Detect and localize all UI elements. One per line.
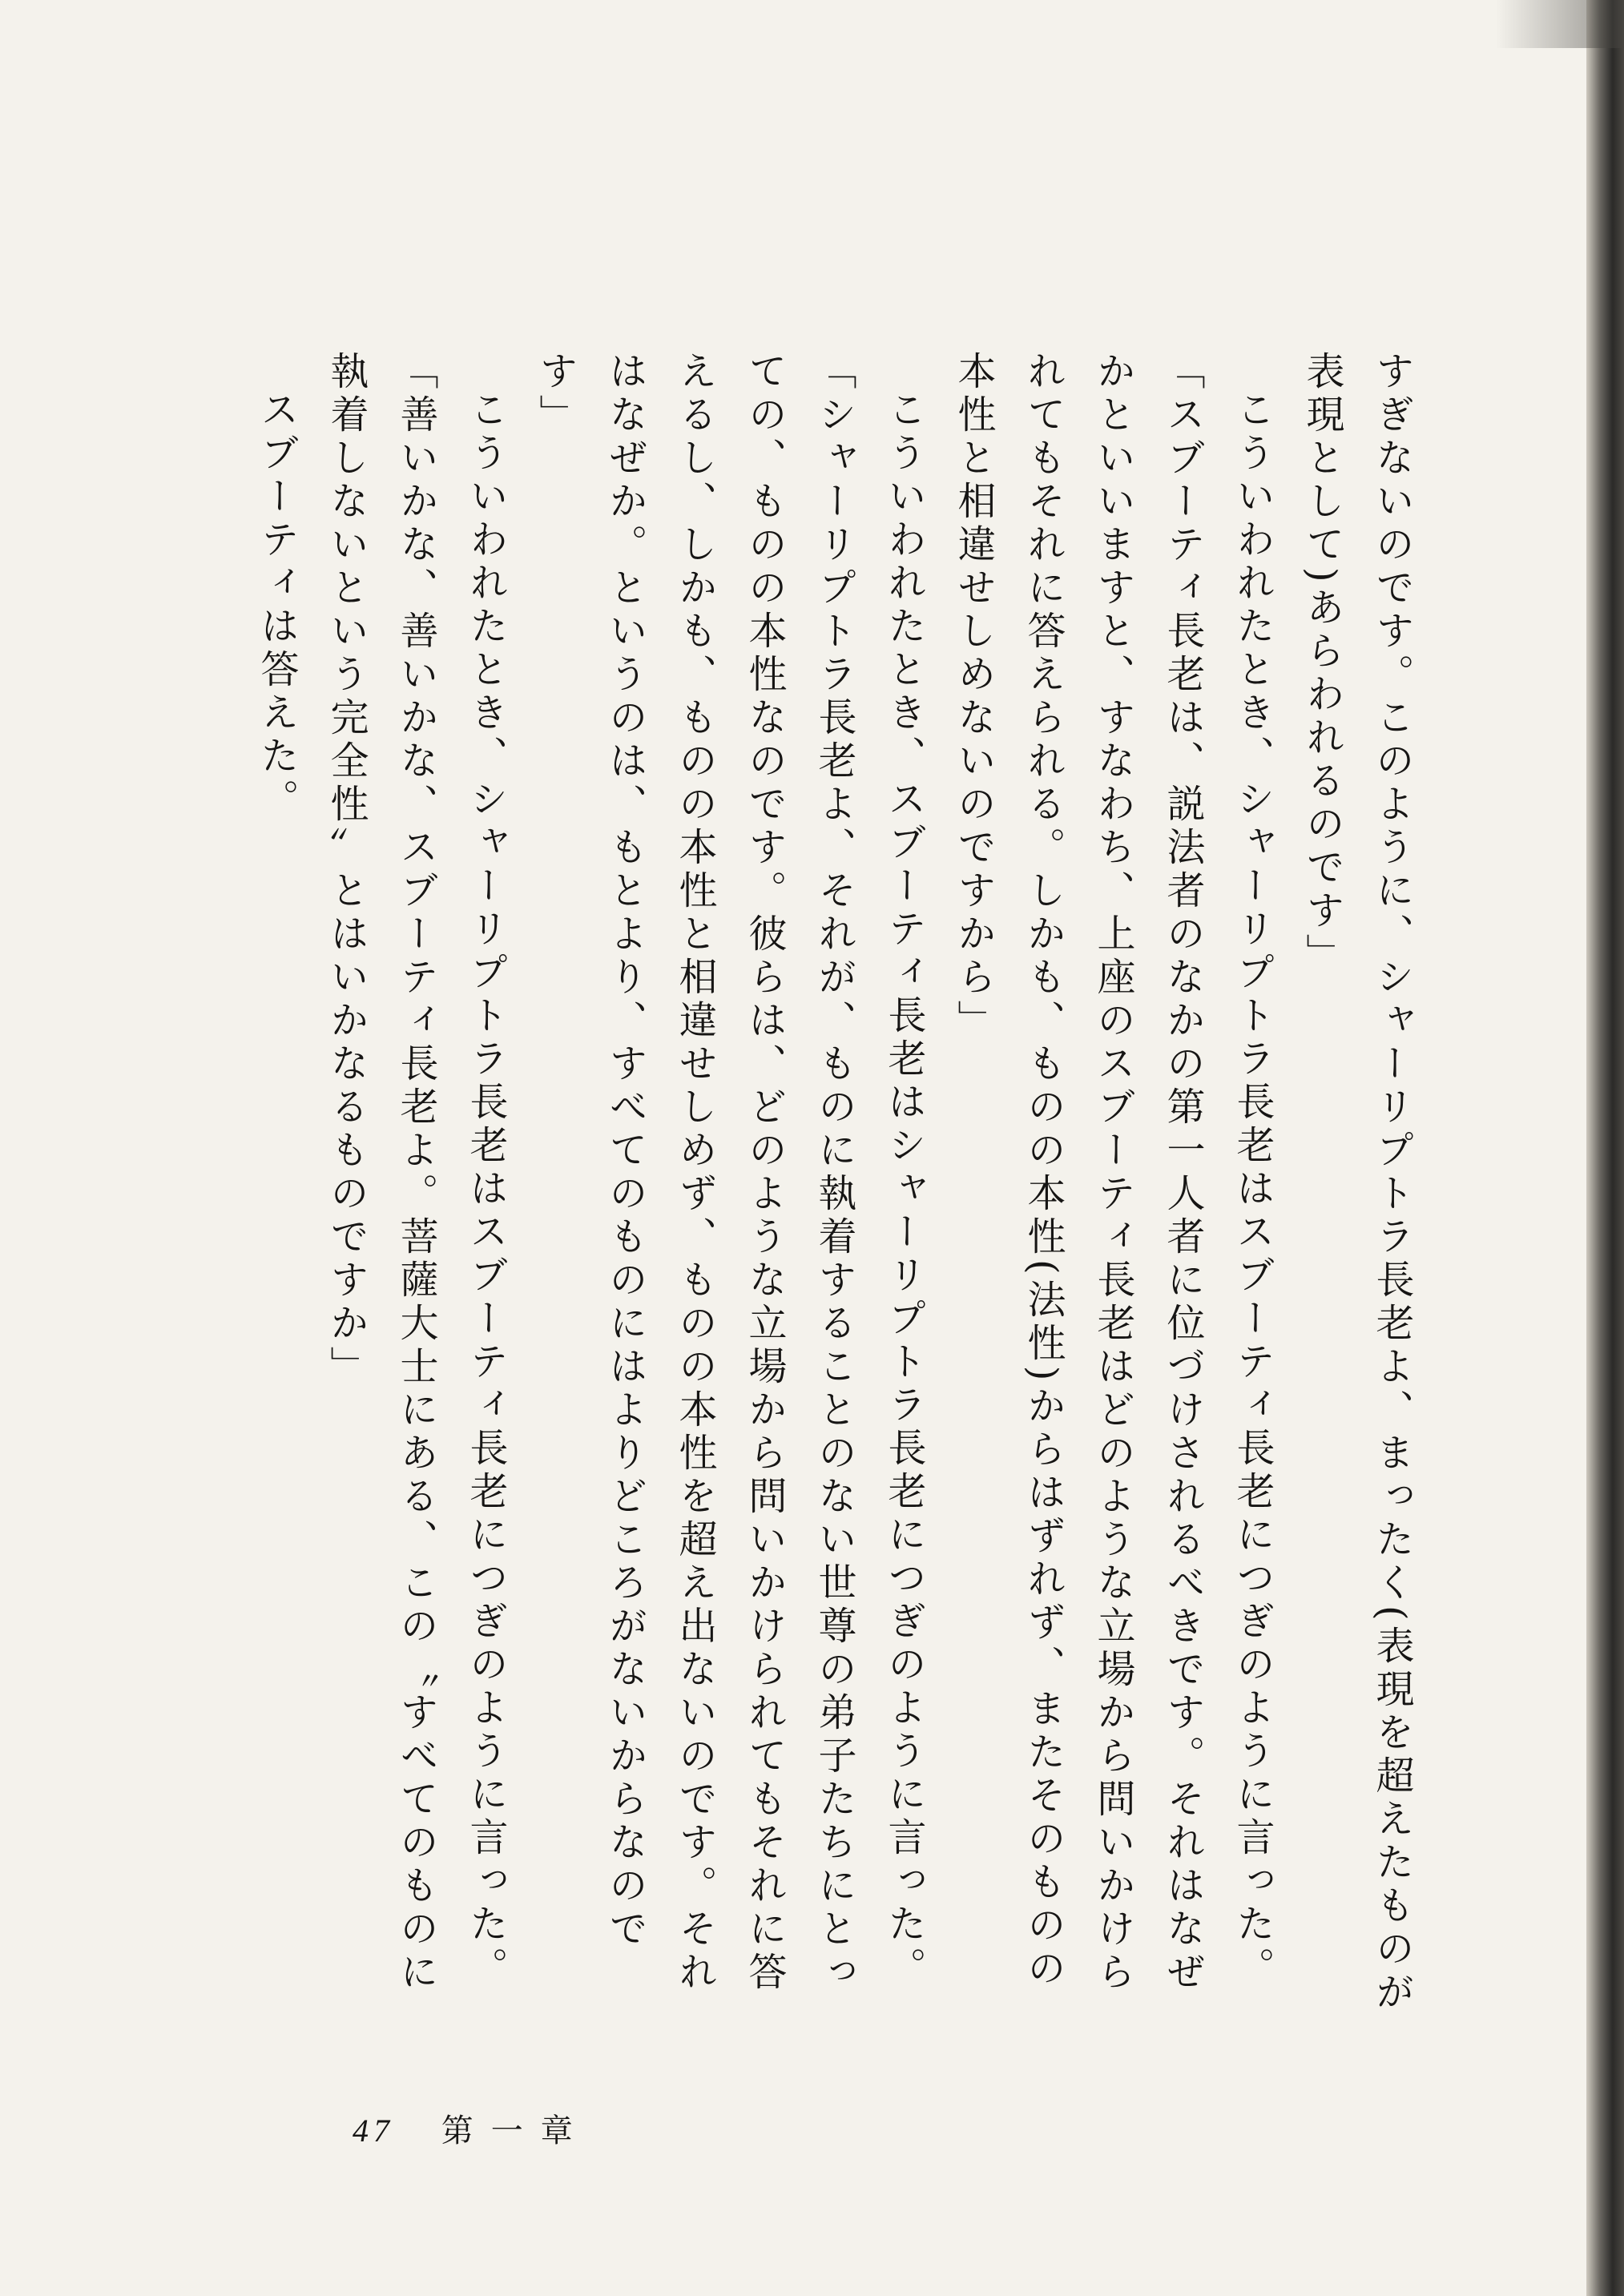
paragraph-4: こういわれたとき、スブーティ長老はシャーリプトラ長老につぎのように言った。 [881, 389, 926, 1990]
page-number: 47 [353, 2113, 394, 2149]
paragraph-1: すぎないのです。このように、シャーリプトラ長老よ、まったく(表現を超えたものが表現として)あらわれるのです」 [1300, 351, 1414, 2015]
paragraph-8: スブーティは答えた。 [254, 389, 299, 822]
paragraph-6: こういわれたとき、シャーリプトラ長老はスブーティ長老につぎのように言った。 [463, 389, 508, 1990]
paragraph-7: 「善いかな、善いかな、スブーティ長老よ。菩薩大士にある、この〝すべてのものに執着しないという完全性〟とはいかなるものですか」 [324, 351, 438, 1995]
page-footer [353, 2105, 590, 2151]
paragraph-3: 「スブーティ長老は、説法者のなかの第一人者に位づけされるべきです。それはなぜかといいますと、すなわち、上座のスブーティ長老はどのような立場から問いかけられてもそれに答えられる。しかも、ものの本性(法性)からはずれず、またそのものの本性と相違せしめないのですから」 [951, 351, 1205, 1995]
top-shadow [1496, 0, 1624, 48]
body-text [254, 351, 1426, 2017]
binding-edge [1586, 0, 1624, 2296]
paragraph-2: こういわれたとき、シャーリプトラ長老はスブーティ長老につぎのように言った。 [1230, 389, 1275, 1990]
paragraph-5: 「シャーリプトラ長老よ、それが、ものに執着することのない世尊の弟子たちにとっての、ものの本性なのです。彼らは、どのような立場から問いかけられてもそれに答えるし、しかも、ものの本性と相違せしめず、ものの本性を超え出ないのです。それはなぜか。というのは、もとより、すべてのものにはよりどころがないからなのです」 [533, 351, 856, 1995]
chapter-title: 第一章 [441, 2113, 590, 2149]
